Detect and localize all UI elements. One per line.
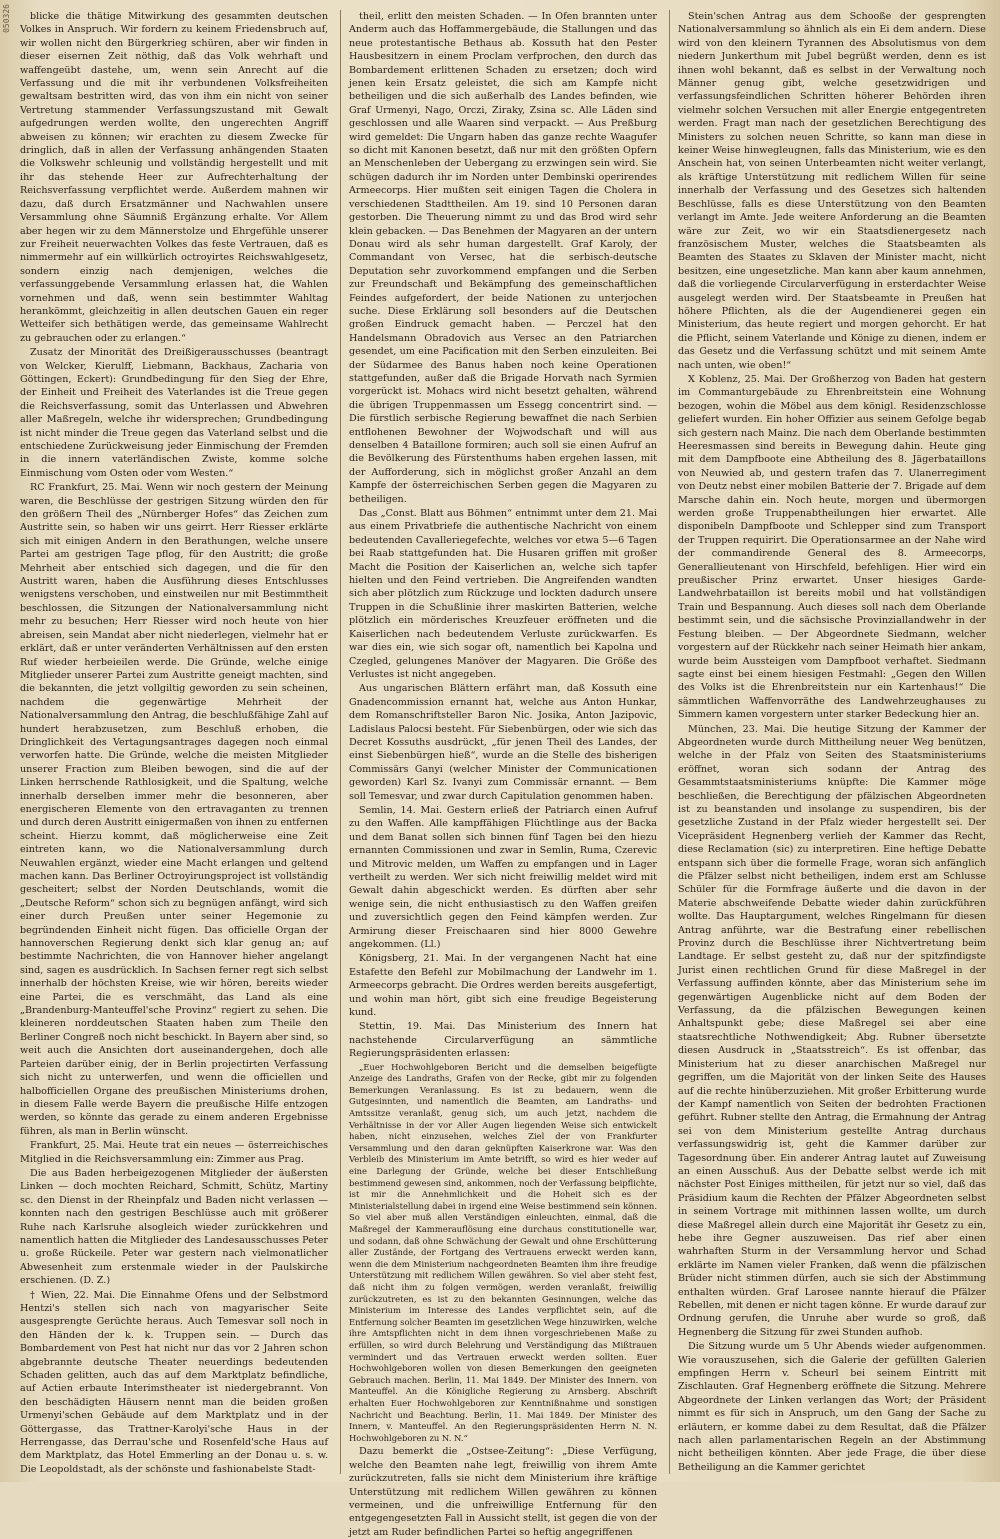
paragraph: Zusatz der Minorität des Dreißigerausschusses (beantragt von Welcker, Kierulff, Liebmann, Backhaus, Zacharia von Göttingen, Eckert): Grundbedingung für den Sieg der Ehre, der Einheit und Freiheit des Vaterlandes ist die Treue gegen die Reichsverfassung, somit das Unterlassen und Abwehren aller Maßregeln, welche ihr widersprechen; Grundbedingung ist nicht minder die Treue gegen das Vaterland selbst und die entschiedene Zurückweisung jeder Einmischung der Fremden in die innern vaterländischen Zwiste, komme solche Einmischung vom Osten oder vom Westen.“ [20, 347, 328, 479]
paragraph: Die aus Baden herbeigezogenen Mitglieder der äußersten Linken — doch mochten Reichard, Schmitt, Schütz, Martiny sc. den Dienst in der Rheinpfalz und Baden nicht verlassen — konnten nach den gestrigen Beschlüsse auch mit größerer Ruhe nach Karlsruhe alsogleich wieder zurückkehren und namentlich hatten die Mitglieder des Landesausschusses Peter u. große Rückeile. Peter war gestern nach vielmonatlicher Abwesenheit zum erstenmale wieder in der Paulskirche erschienen. (D. Z.) [20, 1167, 328, 1287]
paragraph: RC Frankfurt, 25. Mai. Wenn wir noch gestern der Meinung waren, die Beschlüsse der gestrigen Sitzung würden den für den größern Theil des „Nürnberger Hofes“ das Zeichen zum Austritte sein, so haben wir uns geirrt. Herr Riesser erklärte sich mit einigen Andern in den Berathungen, welche unsere Partei am gestrigen Tage pflog, für den Austritt; die große Mehrheit aber entschied sich dagegen, und die für den Austritt waren, haben die Ausführung dieses Entschlusses wenigstens verschoben, und einstweilen nur mit Bestimmtheit beschlossen, die Sitzungen der Nationalversammlung nicht mehr zu besuchen; Herr Riesser wird noch heute von hier abreisen, sein Mandat aber nicht niederlegen, vielmehr hat er erklärt, daß er unter veränderten Verhältnissen auf den ersten Ruf wieder herbeieilen werde. Die Gründe, welche einige Mitglieder unserer Partei zum Austritte geneigt machten, sind die bekannten, die jetzt vollgiltig geworden zu sein scheinen, nachdem die gegenwärtige Mehrheit der Nationalversammlung den Antrag, die beschlußfähige Zahl auf hundert herabzusetzen, zum Beschluß erhoben, die Dringlichkeit des Vertagungsantrages dagegen noch einmal verworfen hatte. Die Gründe, welche die meisten Mitglieder unserer Fraction zum Bleiben bewogen, sind die auf der Linken herrschende Rathlosigkeit, und die Spaltung, welche innerhalb derselben immer mehr die besonneren, aber energischeren Elemente von den ertravaganten zu trennen und durch deren Austritt einigermaßen von ihnen zu entfernen scheint. Hierzu kommt, daß möglicherweise eine Zeit eintreten kann, wo die Nationalversammlung durch Neuwahlen ergänzt, wieder eine Macht erlangen und geltend machen kann. Das Berliner Octroyirungsproject ist vollständig gescheitert; selbst der Norden Deutschlands, womit die „Deutsche Reform“ schon sich zu begnügen anfängt, wird sich einer durch Preußen unter seiner Hegemonie zu begründenden Einheit nicht fügen. Das officielle Organ der hannoverschen Regierung denkt sich klar genug an; auf bestimmte Nachrichten, die von Hannover hieher angelangt sind, sagen es ausdrücklich. In Sachsen ferner regt sich selbst innerhalb der höchsten Kreise, wie wir hören, bereits wieder eine Partei, die es verschmäht, das Land als eine „Brandenburg-Manteuffel'sche Provinz“ regiert zu sehen. Die kleineren norddeutschen Staaten haben zum Theile den Berliner Congreß noch nicht beschickt. In Bayern aber sind, so weit auch die Ansichten dort auseinandergehen, doch alle Parteien darüber einig, der in Berlin projectirten Verfassung sich nicht zu unterwerfen, und wenn die officiellen und halbofficiellen Organe des preußischen Ministeriums drohen, in diesem Falle werde Bayern die preußische Hilfe entzogen werden, so könnte das gerade zu einem anderen Ergebnisse führen, als man in Berlin wünscht. [20, 482, 328, 1137]
paragraph: X Koblenz, 25. Mai. Der Großherzog von Baden hat gestern im Commanturgebäude zu Ehrenbreitstein eine Wohnung bezogen, wohin die Möbel aus dem königl. Residenzschlosse geliefert wurden. Ein hoher Offizier aus seinem Gefolge begab sich gestern nach Mainz. Die nach dem Oberlande bestimmten Heeresmassen sind bereits in Bewegung dahin. Heute ging mit dem Dampfboote eine Abtheilung des 8. Jägerbataillons von Neuwied ab, und gestern trafen das 7. Ulanerregiment von Deutz nebst einer mobilen Batterie der 7. Brigade auf dem Marsche dahin ein. Noch heute, morgen und übermorgen werden große Truppenabtheilungen hier erwartet. Alle disponibeln Dampfboote und Schlepper sind zum Transport der Truppen requirirt. Die Operationsarmee an der Nahe wird der commandirende General des 8. Armeecorps, Generallieutenant von Hirschfeld, befehligen. Hier wird ein preußischer Prinz erwartet. Unser hiesiges Garde-Landwehrbataillon ist bereits mobil und hat vollständigen Train und Bespannung. Auch dieses soll nach dem Oberlande bestimmt sein, und die sächsische Provinziallandwehr in der Festung bleiben. — Der Abgeordnete Siedmann, welcher vorgestern auf der Rückkehr nach seiner Heimath hier ankam, wurde beim Aussteigen vom Dampfboot verhaftet. Siedmann sagte einst bei einem hiesigen Festmahl: „Gegen den Willen des Volks ist die Ehrenbreitstein nur ein Kartenhaus!“ Die sämmtlichen Waffenvorräthe des Landwehrzeughauses zu Simmern kamen vorgestern unter starker Bedeckung hier an. [678, 373, 986, 721]
paragraph: Aus ungarischen Blättern erfährt man, daß Kossuth eine Gnadencommission ernannt hat, welche aus Anton Hunkar, dem Romanschriftsteller Baron Nic. Josika, Anton Jazipovic, Ladislaus Palocsi besteht. Für Siebenbürgen, oder wie sich das Decret Kossuths ausdrückt, „für jenen Theil des Landes, der einst Siebenbürgen hieß“, wurde an die Stelle des bisherigen Commissärs Ganyi (welcher Minister der Communicationen geworden) Karl Sz. Ivanyi zum Commissär ernannt. — Bem soll Temesvar, und zwar durch Capitulation genommen haben. [349, 683, 657, 802]
column-3 [669, 10, 986, 1474]
paragraph: blicke die thätige Mitwirkung des gesammten deutschen Volkes in Anspruch. Wir fordern zu keinem Friedensbruch auf, wir wollen nicht den Bürgerkrieg schüren, aber wir finden in dieser eisernen Zeit nöthig, daß das Volk wehrhaft und waffengeübt dastehe, um, wenn sein Anrecht auf die Verfassung und die mit ihr verbundenen Volksfreiheiten gewaltsam bestritten wird, das von ihm ein nicht von seiner Vertretung stammender Verfassungszustand mit Gewalt aufgedrungen werden wollte, den ungerechten Angriff abweisen zu können; wir erachten zu diesem Zwecke für dringlich, daß in allen der Verfassung anhängenden Staaten die Volkswehr schleunig und vollständig hergestellt und mit ihr das stehende Heer zur Aufrechterhaltung der Reichsverfassung verpflichtet werde. Außerdem mahnen wir dazu, daß durch Ersatzmänner und Nachwahlen unsere Versammlung ohne Säumniß Ergänzung erhalte. Vor Allem aber hegen wir zu dem Männerstolze und Ehrgefühle unserer zur Freiheit neuerwachten Volkes das feste Vertrauen, daß es nimmermehr auf ein willkürlich octroyirtes Reichswahlgesetz, sondern einzig nach demjenigen, welches die verfassunggebende Versammlung erlassen hat, die Wahlen vornehmen und daß, wenn sein bestimmter Wahltag herankömmt, gleichzeitig in allen deutschen Gauen ein reger Wetteifer sich bethätigen werde, das gemeinsame Wahlrecht zu gebrauchen oder zu erlangen.“ [20, 11, 328, 344]
column-2 [340, 10, 657, 1538]
column-1 [20, 10, 328, 1474]
page-number: 050326 [2, 4, 11, 33]
columns [20, 10, 986, 1538]
circular-quote: „Euer Hochwohlgeboren Bericht und die demselben beigefügte Anzeige des Landraths, Grafen von der Recke, gibt mir zu folgenden Bemerkungen Veranlassung. Es ist zu bedauern, wenn die Gutgesinnten, und namentlich die Beamten, am Landraths- und Amtssitze veranlaßt, genug sich, um auch jetzt, nachdem die Verhältnisse in der vor Aller Augen liegenden Weise sich entwickelt haben, nicht einzusehen, welches Ziel der von Frankfurter Versammlung und den daran geknüpften Kaiserkrone war. Was den Verbleib des Ministerium im Amte betrifft, so wird es hier weder auf eine Darlegung der Gründe, welche bei dieser Entschließung bestimmend gewesen sind, ankommen, noch der Verfassung beipflichte, ist mir die Annehmlichkeit und die Hoheit sich es der Ministerialstellung dabei in irgend eine Weise bestimmend sein können. So viel aber muß allen Verständigen einleuchten, einmal, daß die Maßregel der Kammerauflösung eine durchaus constitutionelle war, und sodann, daß ohne Schwächung der Gewalt und ohne Erschütterung aller Zustände, der Fortgang des Vertrauens erweckt werden kann, wenn die dem Ministerium nachgeordneten Beamten ihm ihre freudige Unterstützung mit redlichem Willen gewähren. So viel aber steht fest, daß nicht ihm zu folgen vermögen, werden veranlaßt, freiwillig zurückzutreten, es ist zu den bekannten Gesinnungen, welche das Ministerium im Interesse des Landes verpflichtet sein, auf die Entfernung solcher Beamten im gesetzlichen Wege hinzuwirken, welche ihre Amtspflichten nicht in dem ihnen vorgeschriebenen Maße zu erfüllen, so wird durch Belehrung und Verständigung das Mißtrauen vermindert und das Vertrauen erweckt werden sollten. Euer Hochwohlgeboren wollen von diesen Bemerkungen den geeigneten Gebrauch machen. Berlin, 11. Mai 1849. Der Minister des Innern. von Manteuffel. An die Königliche Regierung zu Arnsberg. Abschrift erhalten Euer Hochwohlgeboren zur Kenntnißnahme und sonstigen Nachricht und Beachtung. Berlin, 11. Mai 1849. Der Minister des Innern, v. Manteuffel. An den Regierungspräsidenten Herrn N. N. Hochwohlgeboren zu N. N.“ [349, 1061, 657, 1443]
paragraph: Stettin, 19. Mai. Das Ministerium des Innern hat nachstehende Circularverfügung an sämmtliche Regierungspräsidenten erlassen: [349, 1021, 657, 1060]
paragraph: München, 23. Mai. Die heutige Sitzung der Kammer der Abgeordneten wurde durch Mittheilung neuer Weg benützen, welche in der Pfalz von Seiten des Staatsministeriums eröffnet, woran sich sodann der Antrag des Gesammtstaatsministeriums knüpfte: Die Kammer möge beschließen, die Berechtigung der pfälzischen Abgeordneten ist zu beanstanden und insolange zu suspendiren, bis der gesetzliche Zustand in der Pfalz wieder hergestellt sei. Der Vicepräsident Hegnenberg verlieh der Kammer das Recht, diese Reclamation (sic) zu interpretiren. Eine heftige Debatte entspann sich über die formelle Frage, woran sich anfänglich die Pfälzer selbst nicht betheiligen, indem erst am Schlusse Schüler für die Formfrage äußerte und die davon in der Materie abschweifende Debatte wieder dahin zurückführen wollte. Das Hauptargument, welches Ringelmann für diesen Antrag anführte, war die Bestrafung einer rebellischen Provinz durch die Beschlüsse ihrer Nichtvertretung beim Landtage. Er selbst gesteht zu, daß nur der spitzfindigste Jurist einen rechtlichen Grund für diese Maßregel in der Verfassung auffinden könnte, aber das Ministerium sehe im gegenwärtigen Augenblicke nicht auf dem Boden der Verfassung, da die pfälzischen Bewegungen keinen Anhaltspunkt gebe; diese Maßregel sei aber eine staatsrechtliche Nothwendigkeit; Abg. Rubner übersetzte diesen Ausdruck in „Staatsstreich“. Es ist offenbar, das Ministerium hat zu dieser anarchischen Maßregel nur gegriffen, um die Majorität von der linken Seite des Hauses auf die rechte hinüberzuziehen. Mit großer Erbitterung wurde der Kampf namentlich von Seiten der bedrohten Fractionen geführt. Rubner stellte den Antrag, die Ermahnung der Antrag sei von dem Ministerium gestellte Antrag durchaus verfassungswidrig ist, geht die Kammer darüber zur Tagesordnung über. Ein anderer Antrag lautet auf Zuweisung an einen Ausschuß. Aus der Debatte selbst werde ich mit nächster Post Einiges mittheilen, für jetzt nur so viel, daß das Präsidium kaum die Rechten der Pfälzer Abgeordneten selbst in seinem Vortrage mit mithinnen lassen wollte, um durch diese Maßregel allein durch eine Majorität ihr Gesetz zu ein, hebe ihre Gegner auszuweisen. Das rief aber einen wahrhaften Sturm in der Versammlung hervor und Schad erklärte im Namen vieler Franken, daß wenn die pfälzischen Brüder nicht stimmen dürfen, auch sie sich der Abstimmung enthalten würden. Graf Larosee nannte hierauf die Pfälzer Rebellen, mit denen er nicht tagen könne. Er wurde darauf zur Ordnung gerufen, die Unruhe aber wurde so groß, daß Hegnenberg die Sitzung für zwei Stunden aufhob. [678, 723, 986, 1338]
paragraph: Das „Const. Blatt aus Böhmen“ entnimmt unter dem 21. Mai aus einem Privatbriefe die authentische Nachricht von einem bedeutenden Cavalleriegefechte, welches vor etwa 5—6 Tagen bei Raab stattgefunden hat. Die Husaren griffen mit großer Macht die Position der Kaiserlichen an, welche sich tapfer hielten und den Feind vertrieben. Die Angreifenden wandten sich aber plötzlich zum Rückzuge und lockten dadurch unsere Truppen in die Schußlinie ihrer maskirten Batterien, welche plötzlich ein mörderisches Kreuzfeuer eröffneten und die Kaiserlichen nach bedeutendem Verluste zurückwarfen. Es war dies ein, wie sich sogar oft, namentlich bei Kapolna und Czegled, gelungenes Manöver der Magyaren. Die Größe des Verlustes ist nicht angegeben. [349, 508, 657, 680]
paragraph: theil, erlitt den meisten Schaden. — In Ofen brannten unter Anderm auch das Hoffammergebäude, die Stallungen und das neue protestantische Bethaus ab. Kossuth hat den Pester Hausbesitzern in einem Proclam verfprochen, den durch das Bombardement erlittenen Schaden zu ersetzen; doch wird jenen kein Ersatz geleistet, die sich am Kampfe nicht betheiligen und die sich außerhalb des Landes befinden, wie Graf Urmenyi, Nago, Orczi, Ziraky, Zsina sc. Alle Läden sind geschlossen und alle Waaren sind verpackt. — Aus Preßburg wird gemeldet: Die Ungarn haben das ganze rechte Waagufer so dicht mit Kanonen besetzt, daß nur mit den größten Opfern an Menschenleben der Uebergang zu erzwingen sein wird. Sie schügen dadurch ihr im Norden unter Dembinski operirendes Armeecorps. Hier mußten seit einigen Tagen die Cholera in verschiedenen Stadttheilen. Am 19. sind 10 Personen daran gestorben. Die Theuerung nimmt zu und das Brod wird sehr klein gebacken. — Das Benehmen der Magyaren an der untern Donau wird als sehr human dargestellt. Graf Karoly, der Commandant von Versec, hat die serbisch-deutsche Deputation sehr zuvorkommend empfangen und die Serben zur Freundschaft und Bekämpfung des gemeinschaftlichen Feindes aufgefordert, der beide Nationen zu unterjochen suche. Diese Erklärung soll besonders auf die Deutschen großen Eindruck gemacht haben. — Perczel hat den Handelsmann Obradovich aus Versec an den Patriarchen gesendet, um eine Pacification mit den Serben einzuleiten. Bei der Südarmee des Banus haben noch keine Operationen stattgefunden, außer daß die Brigade Horvath nach Syrmien vorgerückt ist. Mohacs wird nicht besetzt gehalten, während die übrigen Truppenmassen um Essegg concentrirt sind. — Die fürstlich serbische Regierung bewaffnet die nach Serbien entflohenen Bewohner der Wojwodschaft und will aus denselben 4 Bataillone formiren; auch soll sie einen Aufruf an die Bevölkerung des Fürstenthums haben ergehen lassen, mit der Aufforderung, sich in möglichst großer Anzahl an dem Kampfe der österreichischen Serben gegen die Magyaren zu betheiligen. [349, 11, 657, 505]
paragraph: Frankfurt, 25. Mai. Heute trat ein neues — österreichisches Mitglied in die Reichsversammlung ein: Zimmer aus Prag. [20, 1140, 328, 1165]
paragraph: † Wien, 22. Mai. Die Einnahme Ofens und der Selbstmord Hentzi's stellen sich nach von magyarischer Seite ausgesprengte Gerüchte heraus. Auch Temesvar soll noch in den Händen der k. k. Truppen sein. — Durch das Bombardement von Pest hat nicht nur das vor 2 Jahren schon abgebrannte deutsche Theater neuerdings bedeutenden Schaden gelitten, auch das auf dem Marktplatz befindliche, auf Actien erbaute Interimstheater ist niedergebrannt. Von den beschädigten Häusern nennt man die beiden großen Urmenyi'schen Gebäude auf dem Marktplatz und in der Göttergasse, das Trattner-Karolyi'sche Haus in der Herrengasse, das Derrau'sche und Rosenfeld'sche Haus auf dem Marktplatz, das Hotel Emmerling an der Donau u. s. w. Die Leopoldstadt, als der schönste und fashionabelste Stadt- [20, 1289, 328, 1475]
paragraph: Dazu bemerkt die „Ostsee-Zeitung“: „Diese Verfügung, welche den Beamten nahe legt, freiwillig von ihrem Amte zurückzutreten, falls sie nicht dem Ministerium ihre kräftige Unterstützung mit redlichem Willen gewähren zu können vermeinen, und die unfreiwillige Entfernung für den entgegengesetzten Fall in Aussicht stellt, ist gegen die von der jetzt am Ruder befindlichen Partei so heftig angegriffenen [349, 1446, 657, 1538]
paragraph: Königsberg, 21. Mai. In der vergangenen Nacht hat eine Estafette den Befehl zur Mobilmachung der Landwehr im 1. Armeecorps gebracht. Die Ordres werden bereits ausgefertigt, und wohin man hört, gibt sich eine freudige Begeisterung kund. [349, 953, 657, 1019]
paragraph: Die Sitzung wurde um 5 Uhr Abends wieder aufgenommen. Wie vorauszusehen, sich die Galerie der gefüllten Galerien empfingen Herrn v. Scheurl bei seinem Eintritt mit Zischlauten. Graf Hegnenberg eröffnete die Sitzung. Mehrere Abgeordnete der Linken verlangen das Wort; der Präsident nimmt es für sich in Anspruch, um den Gang der Sache zu erläutern, er komme dabei zu dem Resultat, daß die Pfälzer nach allen parlamentarischen Regeln an der Abstimmung nicht betheiligen könnten. Aber jede Frage, die über diese Betheiligung an die Kammer gerichtet [678, 1341, 986, 1473]
paragraph: Semlin, 14. Mai. Gestern erließ der Patriarch einen Aufruf zu den Waffen. Alle kampffähigen Flüchtlinge aus der Backa und dem Banat sollen sich binnen fünf Tagen bei den hiezu ernannten Commissionen und zwar in Semlin, Ruma, Czerevic und Mitrovic melden, um Waffen zu empfangen und in Lager vertheilt zu werden. Wer sich nicht freiwillig meldet wird mit Gewalt dahin abgeschickt werden. Es dürften aber sehr wenige sein, die nicht enthusiastisch zu den Waffen greifen und zuversichtlich gegen den Feind kämpfen werden. Zur Armirung dieser Freischaaren sind hier 8000 Gewehre angekommen. (Ll.) [349, 804, 657, 951]
paragraph: Stein'schen Antrag aus dem Schooße der gesprengten Nationalversammlung so ähnlich als ein Ei dem andern. Diese wird von den kleinern Tyrannen des Absolutismus von dem niedern Junkerthum mit Jubel begrüßt werden, denn es ist ihnen wohl bekannt, daß es selbst in der Verwaltung noch Männer genug gibt, welche gesetzwidrigen und verfassungsfeindlichen Schritten höherer Behörden ihren vielmehr solchen Versuchen mit aller Energie entgegentreten werden. Fragt man nach der gesetzlichen Berechtigung des Ministers zu solchen neuen Schritte, so kann man diese in keiner Weise hinwegleugnen, falls das Ministerium, wie es den Anschein hat, von seinen Unterbeamten nicht weiter verlangt, als kräftige Unterstützung mit redlichem Willen für seine innerhalb der Verfassung und des Gesetzes sich haltenden Beschlüsse, falls es diese Unterstützung von den Beamten verlangt im Amte. Jede weitere Anforderung an die Beamten wäre zur Zeit, wo wir ein Staatsdienergesetz nach französischem Muster, welches die Staatsbeamten als Beamten des Staates zu Sklaven der Minister macht, nicht besitzen, eine ungesetzliche. Man kann aber kaum annehmen, daß die vorliegende Circularverfügung in ersterdachter Weise ausgelegt werden wird. Der Staatsbeamte in Preußen hat höhere Pflichten, als die der Augendienerei gegen ein Ministerium, das heute regiert und morgen gehorcht. Er hat die Pflicht, seinem Vaterlande und Könige zu dienen, indem er das Gesetz und die Verfassung schützt und mit seinem Amte nach unten, wie oben!“ [678, 11, 986, 371]
